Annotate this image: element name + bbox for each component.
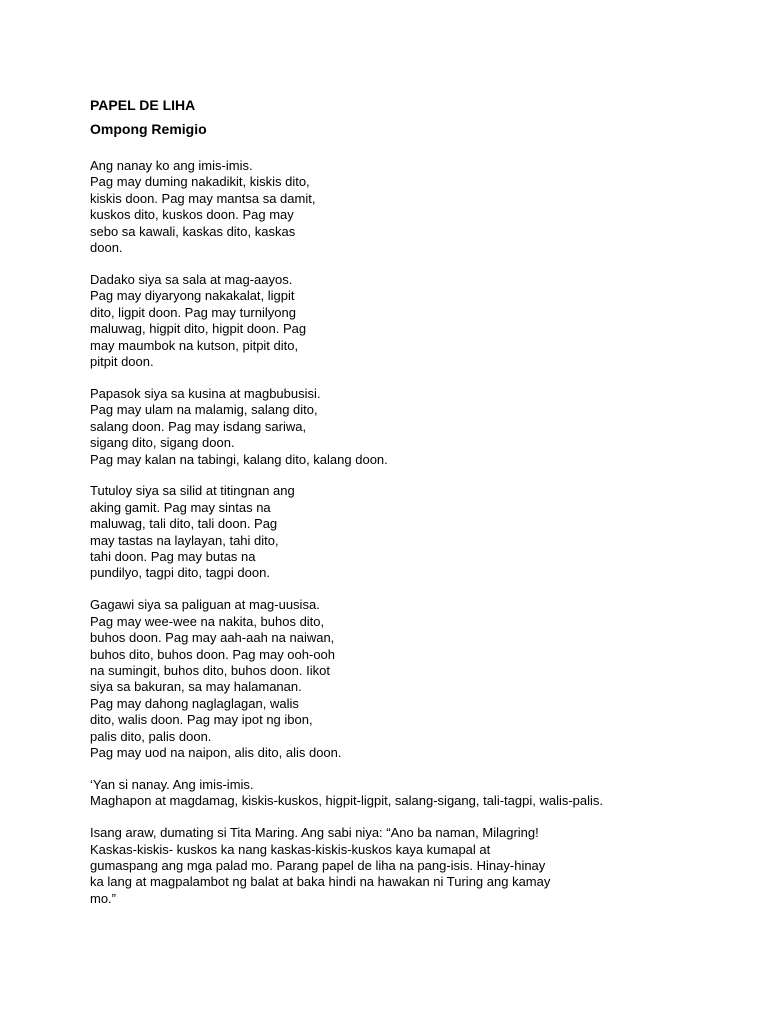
poem-line: ka lang at magpalambot ng balat at baka hindi na hawakan ni Turing ang kamay: [90, 874, 551, 890]
poem-line: gumaspang ang mga palad mo. Parang papel de liha na pang-isis. Hinay-hinay: [90, 858, 546, 874]
poem-line: maluwag, tali dito, tali doon. Pag: [90, 516, 278, 532]
poem-line: Pag may dahong naglaglagan, walis: [90, 695, 299, 711]
stanza: [90, 483, 730, 581]
poem-line: salang doon. Pag may isdang sariwa,: [90, 418, 307, 434]
poem-line: kiskis doon. Pag may mantsa sa damit,: [90, 190, 316, 206]
poem-line: Dadako siya sa sala at mag-aayos.: [90, 271, 293, 287]
poem-line: ‘Yan si nanay. Ang imis-imis.: [90, 776, 254, 792]
document-page: [90, 96, 730, 923]
poem-line: dito, walis doon. Pag may ipot ng ibon,: [90, 712, 313, 728]
poem-line: Papasok siya sa kusina at magbubusisi.: [90, 385, 321, 401]
poem-line: may maumbok na kutson, pitpit dito,: [90, 337, 299, 353]
poem-line: Pag may duming nakadikit, kiskis dito,: [90, 174, 310, 190]
poem-line: Maghapon at magdamag, kiskis-kuskos, higpit-ligpit, salang-sigang, tali-tagpi, walis-palis.: [90, 793, 604, 809]
stanza: [90, 597, 730, 761]
poem-line: Pag may diyaryong nakakalat, ligpit: [90, 288, 295, 304]
poem-line: Isang araw, dumating si Tita Maring. Ang sabi niya: “Ano ba naman, Milagring!: [90, 825, 539, 841]
poem-line: Kaskas-kiskis- kuskos ka nang kaskas-kiskis-kuskos kaya kumapal at: [90, 841, 491, 857]
poem-title: PAPEL DE LIHA: [90, 97, 196, 113]
poem-line: Pag may wee-wee na nakita, buhos dito,: [90, 613, 325, 629]
stanza: [90, 158, 730, 256]
poem-line: may tastas na laylayan, tahi dito,: [90, 532, 279, 548]
poem-line: Pag may uod na naipon, alis dito, alis doon.: [90, 745, 342, 760]
poem-line: Gagawi siya sa paliguan at mag-uusisa.: [90, 597, 320, 613]
poem-line: palis dito, palis doon.: [90, 728, 212, 744]
poem-line: buhos dito, buhos doon. Pag may ooh-ooh: [90, 646, 336, 662]
poem-line: Tutuloy siya sa silid at titingnan ang: [90, 483, 295, 499]
poem-line: mo.”: [90, 890, 116, 906]
poem-line: dito, ligpit doon. Pag may turnilyong: [90, 304, 296, 320]
poem-line: sigang dito, sigang doon.: [90, 435, 235, 451]
stanza: [90, 272, 730, 370]
poem-line: pundilyo, tagpi dito, tagpi doon.: [90, 565, 270, 581]
poem-line: na sumingit, buhos dito, buhos doon. Iikot: [90, 662, 330, 678]
poem-line: buhos doon. Pag may aah-aah na naiwan,: [90, 630, 335, 646]
poem-line: pitpit doon.: [90, 353, 154, 369]
poem-line: doon.: [90, 240, 123, 256]
stanza: [90, 825, 730, 907]
poem-line: siya sa bakuran, sa may halamanan.: [90, 679, 302, 695]
poem-line: Pag may kalan na tabingi, kalang dito, kalang doon.: [90, 451, 388, 467]
poem-author: Ompong Remigio: [90, 121, 207, 137]
poem-line: tahi doon. Pag may butas na: [90, 549, 256, 565]
poem-line: maluwag, higpit dito, higpit doon. Pag: [90, 321, 307, 337]
poem-line: Pag may ulam na malamig, salang dito,: [90, 402, 318, 418]
poem-line: kuskos dito, kuskos doon. Pag may: [90, 207, 294, 223]
poem-line: aking gamit. Pag may sintas na: [90, 499, 271, 515]
stanza: [90, 777, 730, 810]
stanza: [90, 386, 730, 468]
poem-body: [90, 158, 730, 907]
poem-line: sebo sa kawali, kaskas dito, kaskas: [90, 223, 296, 239]
poem-line: Ang nanay ko ang imis-imis.: [90, 158, 253, 173]
